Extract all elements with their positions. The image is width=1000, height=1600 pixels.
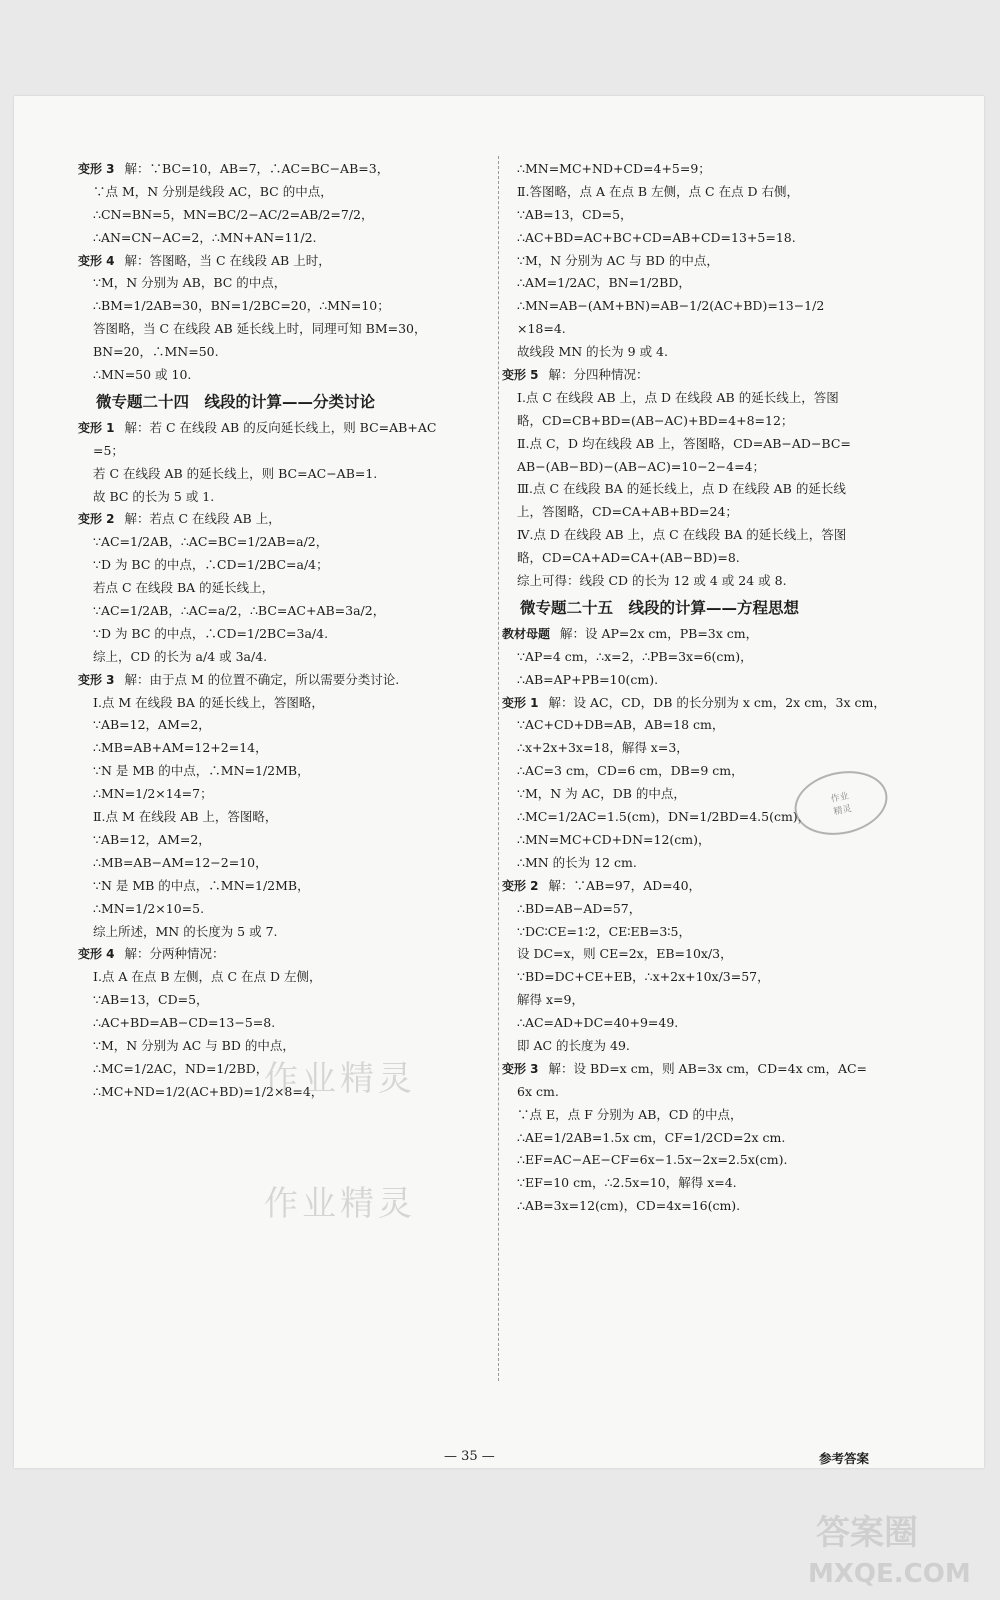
line-text: ∴MC+ND=1/2(AC+BD)=1/2×8=4， bbox=[93, 1083, 324, 1099]
line-text: ∵点 M，N 分别是线段 AC，BC 的中点， bbox=[93, 183, 333, 199]
answer-line bbox=[502, 478, 922, 501]
line-text: BN=20，∴MN=50. bbox=[93, 344, 219, 360]
line-text: ∵AB=12，AM=2， bbox=[93, 831, 211, 847]
answer-line bbox=[78, 783, 488, 806]
answer-line bbox=[78, 737, 488, 760]
answer-line bbox=[502, 1035, 922, 1058]
line-text: Ⅱ.答图略，点 A 在点 B 左侧，点 C 在点 D 右侧， bbox=[517, 183, 800, 199]
left-column bbox=[78, 158, 488, 1104]
answer-line bbox=[502, 852, 922, 875]
answer-line bbox=[502, 1127, 922, 1150]
answer-line bbox=[502, 570, 922, 593]
answer-line bbox=[502, 1172, 922, 1195]
answer-line bbox=[502, 966, 922, 989]
line-text: ∴BD=AB−AD=57， bbox=[517, 900, 642, 916]
line-text: ∴MC=1/2AC=1.5(cm)，DN=1/2BD=4.5(cm)， bbox=[517, 809, 811, 825]
line-text: ∴AM=1/2AC，BN=1/2BD， bbox=[517, 275, 691, 291]
problem-label: 变形 1 bbox=[78, 420, 115, 435]
line-text: ∴x+2x+3x=18，解得 x=3， bbox=[517, 740, 689, 756]
line-text: 设 DC=x，则 CE=2x，EB=10x/3， bbox=[517, 946, 733, 962]
answer-line bbox=[502, 669, 922, 692]
right-column bbox=[502, 158, 922, 1218]
line-text: ×18=4. bbox=[517, 321, 566, 337]
answer-line bbox=[78, 966, 488, 989]
problem-label: 变形 4 bbox=[78, 253, 115, 268]
answer-line bbox=[78, 577, 488, 600]
corner-logo bbox=[796, 1502, 986, 1592]
answer-line bbox=[502, 364, 922, 387]
line-text: 综上所述，MN 的长度为 5 或 7. bbox=[93, 923, 278, 939]
problem-label: 教材母题 bbox=[502, 626, 551, 641]
line-text: ∴MB=AB+AM=12+2=14， bbox=[93, 740, 268, 756]
watermark-text: 作业精灵 bbox=[264, 1184, 416, 1224]
answer-line bbox=[502, 921, 922, 944]
line-text: ∴AC+BD=AC+BC+CD=AB+CD=13+5=18. bbox=[517, 229, 796, 245]
line-text: ∵M，N 为 AC，DB 的中点， bbox=[517, 786, 686, 802]
line-text: ∵AP=4 cm，∴x=2，∴PB=3x=6(cm)， bbox=[517, 648, 753, 664]
answer-line bbox=[502, 456, 922, 479]
answer-line bbox=[502, 387, 922, 410]
answer-line bbox=[502, 295, 922, 318]
answer-line bbox=[502, 692, 922, 715]
line-text: 解：设 AC，CD，DB 的长分别为 x cm，2x cm，3x cm， bbox=[548, 694, 886, 710]
line-text: 若点 C 在线段 BA 的延长线上， bbox=[93, 580, 275, 596]
answer-line bbox=[502, 250, 922, 273]
answer-line bbox=[502, 227, 922, 250]
line-text: 上，答图略，CD=CA+AB+BD=24； bbox=[517, 504, 738, 520]
line-text: 解：设 BD=x cm，则 AB=3x cm，CD=4x cm，AC= bbox=[548, 1060, 868, 1076]
line-text: 微专题二十五 线段的计算——方程思想 bbox=[520, 598, 800, 617]
footer-label: 参考答案 bbox=[819, 1451, 870, 1466]
answer-line bbox=[502, 318, 922, 341]
answer-line bbox=[78, 250, 488, 273]
line-text: 故线段 MN 的长为 9 或 4. bbox=[517, 344, 668, 360]
line-text: Ⅳ.点 D 在线段 AB 上，点 C 在线段 BA 的延长线上，答图 bbox=[517, 527, 847, 543]
line-text: ∴AN=CN−AC=2，∴MN+AN=11/2. bbox=[93, 229, 317, 245]
answer-line bbox=[502, 1149, 922, 1172]
answer-line bbox=[78, 204, 488, 227]
answer-line bbox=[78, 760, 488, 783]
line-text: 解：分四种情况： bbox=[548, 367, 649, 383]
column-divider bbox=[498, 156, 499, 1381]
stamp-text-bottom: 精灵 bbox=[832, 804, 853, 818]
line-text: ∵N 是 MB 的中点，∴MN=1/2MB， bbox=[93, 763, 310, 779]
line-text: ∴MN 的长为 12 cm. bbox=[517, 854, 637, 870]
answer-line bbox=[502, 410, 922, 433]
answer-line bbox=[78, 875, 488, 898]
answer-line bbox=[78, 714, 488, 737]
answer-line bbox=[78, 318, 488, 341]
line-text: ∴AB=AP+PB=10(cm). bbox=[517, 671, 659, 687]
line-text: ∴MC=1/2AC，ND=1/2BD， bbox=[93, 1060, 269, 1076]
answer-line bbox=[502, 1104, 922, 1127]
line-text: Ⅰ.点 M 在线段 BA 的延长线上，答图略， bbox=[93, 694, 324, 710]
line-text: 6x cm. bbox=[517, 1083, 559, 1099]
answer-line bbox=[502, 714, 922, 737]
problem-label: 变形 3 bbox=[78, 672, 115, 687]
answer-line bbox=[78, 531, 488, 554]
line-text: 略，CD=CA+AD=CA+(AB−BD)=8. bbox=[517, 550, 740, 566]
line-text: ∵D 为 BC 的中点，∴CD=1/2BC=3a/4. bbox=[93, 625, 329, 641]
line-text: 答图略，当 C 在线段 AB 延长线上时，同理可知 BM=30， bbox=[93, 321, 427, 337]
answer-line bbox=[502, 501, 922, 524]
answer-line bbox=[78, 943, 488, 966]
line-text: ∴MB=AB−AM=12−2=10， bbox=[93, 854, 268, 870]
answer-line bbox=[78, 486, 488, 509]
line-text: ∴CN=BN=5，MN=BC/2−AC/2=AB/2=7/2， bbox=[93, 206, 374, 222]
answer-line bbox=[502, 341, 922, 364]
line-text: 故 BC 的长为 5 或 1. bbox=[93, 488, 215, 504]
line-text: 略，CD=CB+BD=(AB−AC)+BD=4+8=12； bbox=[517, 412, 794, 428]
answer-line bbox=[502, 898, 922, 921]
corner-logo-text: MXQE.COM bbox=[808, 1559, 971, 1589]
line-text: ∴MN=50 或 10. bbox=[93, 367, 192, 383]
line-text: ∴AB=3x=12(cm)，CD=4x=16(cm). bbox=[517, 1198, 741, 1214]
answer-line bbox=[502, 272, 922, 295]
answer-line bbox=[78, 272, 488, 295]
answer-line bbox=[78, 417, 488, 440]
answer-line bbox=[78, 829, 488, 852]
answer-line bbox=[78, 227, 488, 250]
line-text: ∵AC=1/2AB，∴AC=a/2，∴BC=AC+AB=3a/2， bbox=[93, 603, 386, 619]
answer-line bbox=[502, 158, 922, 181]
answer-line bbox=[78, 440, 488, 463]
line-text: ∵BD=DC+CE+EB，∴x+2x+10x/3=57， bbox=[517, 969, 770, 985]
section-heading bbox=[78, 389, 488, 415]
line-text: =5； bbox=[93, 442, 124, 458]
line-text: 若 C 在线段 AB 的延长线上，则 BC=AC−AB=1. bbox=[93, 465, 378, 481]
answer-line bbox=[502, 181, 922, 204]
answer-line bbox=[502, 433, 922, 456]
answer-line bbox=[78, 364, 488, 387]
line-text: ∵AC=1/2AB，∴AC=BC=1/2AB=a/2， bbox=[93, 534, 329, 550]
line-text: ∵M，N 分别为 AC 与 BD 的中点， bbox=[93, 1037, 295, 1053]
answer-line bbox=[502, 829, 922, 852]
line-text: Ⅰ.点 C 在线段 AB 上，点 D 在线段 AB 的延长线上，答图 bbox=[517, 389, 839, 405]
line-text: 即 AC 的长度为 49. bbox=[517, 1037, 630, 1053]
line-text: 解：设 AP=2x cm，PB=3x cm， bbox=[560, 625, 759, 641]
line-text: Ⅱ.点 M 在线段 AB 上，答图略， bbox=[93, 809, 278, 825]
line-text: Ⅲ.点 C 在线段 BA 的延长线上，点 D 在线段 AB 的延长线 bbox=[517, 481, 846, 497]
corner-logo-cn: 答案圈 bbox=[816, 1513, 918, 1553]
answer-line bbox=[502, 547, 922, 570]
line-text: ∵N 是 MB 的中点，∴MN=1/2MB， bbox=[93, 877, 310, 893]
answer-line bbox=[78, 669, 488, 692]
answer-line bbox=[502, 989, 922, 1012]
line-text: 解得 x=9， bbox=[517, 992, 584, 1008]
line-text: 解：由于点 M 的位置不确定，所以需要分类讨论. bbox=[124, 671, 400, 687]
line-text: ∵AB=13，CD=5， bbox=[517, 206, 633, 222]
answer-line bbox=[502, 524, 922, 547]
answer-line bbox=[502, 204, 922, 227]
answer-line bbox=[78, 898, 488, 921]
line-text: ∵点 E，点 F 分别为 AB，CD 的中点， bbox=[517, 1106, 743, 1122]
problem-label: 变形 3 bbox=[78, 162, 115, 176]
line-text: ∵M，N 分别为 AC 与 BD 的中点， bbox=[517, 252, 719, 268]
answer-line bbox=[78, 554, 488, 577]
answer-line bbox=[502, 623, 922, 646]
line-text: 解：若点 C 在线段 AB 上， bbox=[124, 511, 281, 527]
problem-label: 变形 1 bbox=[502, 695, 539, 710]
answer-line bbox=[78, 852, 488, 875]
answer-line bbox=[502, 1012, 922, 1035]
line-text: ∴MN=1/2×14=7； bbox=[93, 786, 213, 802]
line-text: ∵M，N 分别为 AB，BC 的中点， bbox=[93, 275, 287, 291]
answer-line bbox=[502, 1081, 922, 1104]
line-text: ∵DC∶CE=1∶2，CE∶EB=3∶5， bbox=[517, 923, 691, 939]
answer-line bbox=[78, 1012, 488, 1035]
answer-line bbox=[78, 158, 488, 181]
answer-line bbox=[502, 646, 922, 669]
answer-line bbox=[78, 806, 488, 829]
line-text: ∵D 为 BC 的中点，∴CD=1/2BC=a/4； bbox=[93, 557, 329, 573]
answer-line bbox=[78, 600, 488, 623]
answer-line bbox=[78, 508, 488, 531]
line-text: 解：若 C 在线段 AB 的反向延长线上，则 BC=AB+AC bbox=[124, 419, 437, 435]
line-text: 解：∵BC=10，AB=7，∴AC=BC−AB=3， bbox=[124, 161, 390, 176]
answer-line bbox=[502, 1195, 922, 1218]
answer-line bbox=[78, 921, 488, 944]
problem-label: 变形 3 bbox=[502, 1061, 539, 1076]
line-text: ∴MN=1/2×10=5. bbox=[93, 900, 205, 916]
problem-label: 变形 5 bbox=[502, 368, 539, 383]
answer-page bbox=[14, 96, 984, 1468]
section-heading bbox=[502, 595, 922, 621]
line-text: ∵AB=13，CD=5， bbox=[93, 992, 209, 1008]
line-text: ∴MN=AB−(AM+BN)=AB−1/2(AC+BD)=13−1/2 bbox=[517, 298, 825, 314]
line-text: ∴AC=AD+DC=40+9=49. bbox=[517, 1015, 679, 1031]
answer-line bbox=[78, 341, 488, 364]
answer-line bbox=[78, 646, 488, 669]
line-text: Ⅰ.点 A 在点 B 左侧，点 C 在点 D 左侧， bbox=[93, 969, 322, 985]
line-text: 解：分两种情况： bbox=[124, 946, 225, 962]
line-text: ∴BM=1/2AB=30，BN=1/2BC=20，∴MN=10； bbox=[93, 298, 390, 314]
line-text: ∴AC+BD=AB−CD=13−5=8. bbox=[93, 1015, 276, 1031]
stamp-text-top: 作业 bbox=[830, 791, 850, 805]
line-text: 解：∵AB=97，AD=40， bbox=[548, 877, 702, 893]
problem-label: 变形 2 bbox=[78, 512, 115, 527]
answer-line bbox=[78, 989, 488, 1012]
line-text: ∴EF=AC−AE−CF=6x−1.5x−2x=2.5x(cm). bbox=[517, 1152, 788, 1168]
page-number: — 35 — bbox=[444, 1449, 495, 1464]
line-text: 综上，CD 的长为 a/4 或 3a/4. bbox=[93, 648, 268, 664]
line-text: ∵AB=12，AM=2， bbox=[93, 717, 211, 733]
answer-line bbox=[502, 875, 922, 898]
line-text: ∴AC=3 cm，CD=6 cm，DB=9 cm， bbox=[517, 763, 744, 779]
problem-label: 变形 4 bbox=[78, 947, 115, 962]
answer-line bbox=[502, 1058, 922, 1081]
line-text: ∵AC+CD+DB=AB，AB=18 cm， bbox=[517, 717, 725, 733]
answer-line bbox=[78, 181, 488, 204]
line-text: Ⅱ.点 C，D 均在线段 AB 上，答图略，CD=AB−AD−BC= bbox=[517, 435, 851, 451]
answer-line bbox=[78, 692, 488, 715]
line-text: 解：答图略，当 C 在线段 AB 上时， bbox=[124, 252, 331, 268]
answer-line bbox=[502, 737, 922, 760]
watermark-text: 作业精灵 bbox=[264, 1059, 416, 1099]
problem-label: 变形 2 bbox=[502, 878, 539, 893]
line-text: 微专题二十四 线段的计算——分类讨论 bbox=[96, 392, 376, 411]
line-text: AB−(AB−BD)−(AB−AC)=10−2−4=4； bbox=[517, 458, 765, 474]
line-text: 综上可得：线段 CD 的长为 12 或 4 或 24 或 8. bbox=[517, 573, 787, 589]
line-text: ∴MN=MC+CD+DN=12(cm)， bbox=[517, 831, 711, 847]
answer-line bbox=[78, 295, 488, 318]
answer-line bbox=[78, 623, 488, 646]
line-text: ∴MN=MC+ND+CD=4+5=9； bbox=[517, 161, 711, 176]
line-text: ∴AE=1/2AB=1.5x cm，CF=1/2CD=2x cm. bbox=[517, 1129, 786, 1145]
answer-line bbox=[502, 943, 922, 966]
answer-line bbox=[78, 463, 488, 486]
line-text: ∵EF=10 cm，∴2.5x=10，解得 x=4. bbox=[517, 1175, 737, 1191]
